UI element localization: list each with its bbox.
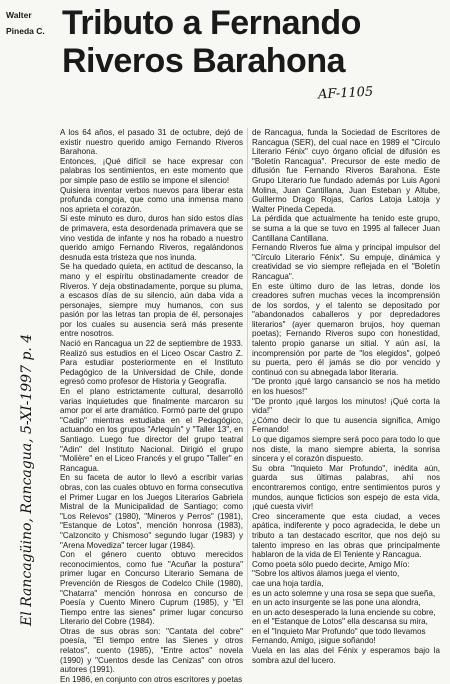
author-last-name: Pineda C. bbox=[6, 26, 45, 37]
paragraph: Otras de sus obras son: "Cantata del cobre" poesía, "El tiempo entre las Sienes y otros relatos", cuento (1985), "Entre actos" novela (1990) y "Cuentos desde las Cenizas" con otros autores (1991). bbox=[60, 626, 243, 675]
paragraph: En el plano estrictamente cultural, desarrolló varias inquietudes que finalmente marcaron su amor por el arte dramático. Formó parte del grupo "Cadip" mientras estudiaba en el Pedagógico, actuando en los grupos "Arlequín" y "Taller 13", en Santiago. Luego fue director del grupo teatral "Adin" del Instituto Nacional. Dirigió el grupo "Molière" en el Liceo Francés y el grupo "Taller" en Rancagua. bbox=[60, 387, 243, 473]
paragraph: Entonces, ¡Qué difícil se hace expresar con palabras los sentimientos, en este momento que por simple paso de estilo se impone el silencio! bbox=[60, 156, 243, 185]
paragraph: en el "Estanque de Lotos" ella descansa su mira, bbox=[252, 617, 428, 627]
paragraph: Lo que digamos siempre será poco para todo lo que nos diste, la mano siempre abierta, la sonrisa sincera y el corazón dispuesto. bbox=[252, 435, 440, 464]
paragraph: cae una hoja tardía, bbox=[252, 578, 324, 588]
paragraph: Si este minuto es duro, duros han sido estos días de primavera, esta desordenada primavera que se vino vestida de infante y nos ha robado a nuestro querido amigo Fernando Riveros, regalándonos desnuda esta tristeza que nos inunda. bbox=[60, 214, 243, 262]
paragraph: ¿Cómo decir lo que tu ausencia significa, Amigo Fernando! bbox=[252, 415, 440, 435]
paragraph: Con el género cuento obtuvo merecidos reconocimientos, como fue "Acuñar la postura" primer lugar en Concurso Literario Semana de Prevención de Riesgos de Codelco Chile (1980), "Chatarra" mención honrosa en concurso de Poesía y Cuento Minero Cuprum (1985), y "El Tiempo entre las sienes" primer lugar concurso Literario del Cobre (1984). bbox=[60, 550, 243, 627]
headline: Tributo a Fernando Riveros Barahona bbox=[62, 4, 361, 80]
paragraph: En 1986, en conjunto con otros escritores y poetas bbox=[60, 674, 243, 684]
paragraph: en un acto desesperado la luna enciende su cobre, bbox=[252, 607, 436, 617]
paragraph: "De pronto ¡qué largos los minutos! ¡Qué corta la vida!" bbox=[252, 396, 440, 416]
paragraph: en el "Inquieto Mar Profundo" que todo llevamos bbox=[252, 626, 426, 636]
paragraph: Quisiera inventar verbos nuevos para liberar esta profunda congoja, que como una inmensa mano nos aprieta el corazón. bbox=[60, 185, 243, 214]
paragraph: Nació en Rancagua un 22 de septiembre de 1933. Realizó sus estudios en el Liceo Oscar Castro Z. Para estudiar posteriormente en el Instituto Pedagógico de la Universidad de Chile, donde egresó como profesor de Historia y Geografía. bbox=[60, 339, 243, 387]
paragraph: "De pronto ¡qué largo cansancio se nos ha metido en los huesos!" bbox=[252, 377, 440, 397]
paragraph: Fernando Riveros fue alma y principal impulsor del "Círculo Literario Fénix". Su empuje, dinámica y creatividad se vio siempre reflejada en el "Boletín Rancagua". bbox=[252, 243, 440, 281]
paragraph: En su faceta de autor lo llevó a escribir varias obras, con las cuales obtuvo en forma consecutiva el Primer Lugar en los Juegos Literarios Gabriela Mistral de la Municipalidad de Santiago; como "Los Relevos" (1980), "Mineros y Perros" (1981), "Estanque de Lotos", mención honrosa (1983), "Calzoncito y Chismoso" segundo lugar (1983) y "Arena Movediza" tercer lugar (1984). bbox=[60, 473, 243, 550]
paragraph: Creo sinceramente que esta ciudad, a veces apática, indiferente y poco agradecida, le debe un tributo a tan destacado escritor, que nos dejó su talento impreso en las obras que principalmente hablaron de la vida de El Teniente y Rancagua. bbox=[252, 511, 440, 560]
column-divider bbox=[247, 128, 248, 598]
paragraph: A los 64 años, el pasado 31 de octubre, dejó de existir nuestro querido amigo Fernando Riveros Barahona. bbox=[60, 128, 243, 157]
author-first-name: Walter bbox=[6, 10, 32, 20]
paragraph: La pérdida que actualmente ha tenido este grupo, se suma a la que se tuvo en 1995 al fallecer Juan Cantillana Cantillana. bbox=[252, 214, 440, 243]
paragraph: En este último duro de las letras, donde los creadores sufren muchas veces la incomprensión de los sordos, y el talento se depositado por "abandonados caballeros y por depredadores literarios" (ayer quemaron brujos, hoy queman poetas); Fernando Riveros supo con honestidad, talento propio ganarse un sitial. Y aún así, la incomprensión por parte de "los elegidos", golpeó su puerta, pero él jamás se dio por vencido y continuó con su abnegada labor literaria. bbox=[252, 281, 440, 377]
paragraph: es un acto solemne y una rosa se sepa que sueña, bbox=[252, 588, 436, 598]
paragraph: Como poeta sólo puedo decirte, Amigo Mío: bbox=[252, 559, 410, 569]
paragraph: Su obra "Inquieto Mar Profundo", inédita aún, guarda sus últimas palabras, ahí nos encontraremos contigo, entre sentimientos puros y mundos, aunque ficticios son espejo de esta vida, ¡qué cuesta vivir! bbox=[252, 463, 440, 512]
paragraph: "Sobre los altivos álamos juega el viento, bbox=[252, 569, 400, 579]
article-column-left bbox=[60, 128, 243, 684]
article-column-right bbox=[252, 128, 440, 665]
archive-stamp: AF-1105 bbox=[317, 84, 374, 103]
paragraph: en un acto insurgente se las pone una alondra, bbox=[252, 598, 421, 608]
byline bbox=[6, 10, 46, 42]
paragraph: Vuela en las alas del Fénix y esperamos bajo la sombra azul del lucero. bbox=[252, 646, 440, 665]
handwritten-margin-annotation: El Rancagüino, Rancagua, 5-XI-1997 p. 4 bbox=[19, 333, 35, 626]
paragraph: Fernando, Amigo, ¡sigue soñando! bbox=[252, 636, 376, 646]
paragraph: de Rancagua, funda la Sociedad de Escritores de Rancagua (SER), del cual nace en 1989 el "Círculo Literario Fénix" cuyo órgano oficial de difusión es "Boletín Rancagua". Precursor de este medio de difusión fue Fernando Riveros Barahona. Este Grupo Literario fue fundado además por Luis Agoni Molina, Juan Cantillana, Juan Esteban y Altube, Guillermo Drago Rojas, Carlos Latoja Latoja y Walter Pineda Cepeda. bbox=[252, 128, 440, 214]
paragraph: Se ha quedado quieta, en actitud de descanso, la mano y el espíritu obstinadamente creador de Riveros. Y deja obstinadamente, porque su pluma, a escasos días de su silencio, aún daba vida a personajes, siempre muy humanos, con sus pasión por las letras tan propia de él, personajes por los cuales su ausencia será más presente entre nosotros. bbox=[60, 262, 243, 339]
